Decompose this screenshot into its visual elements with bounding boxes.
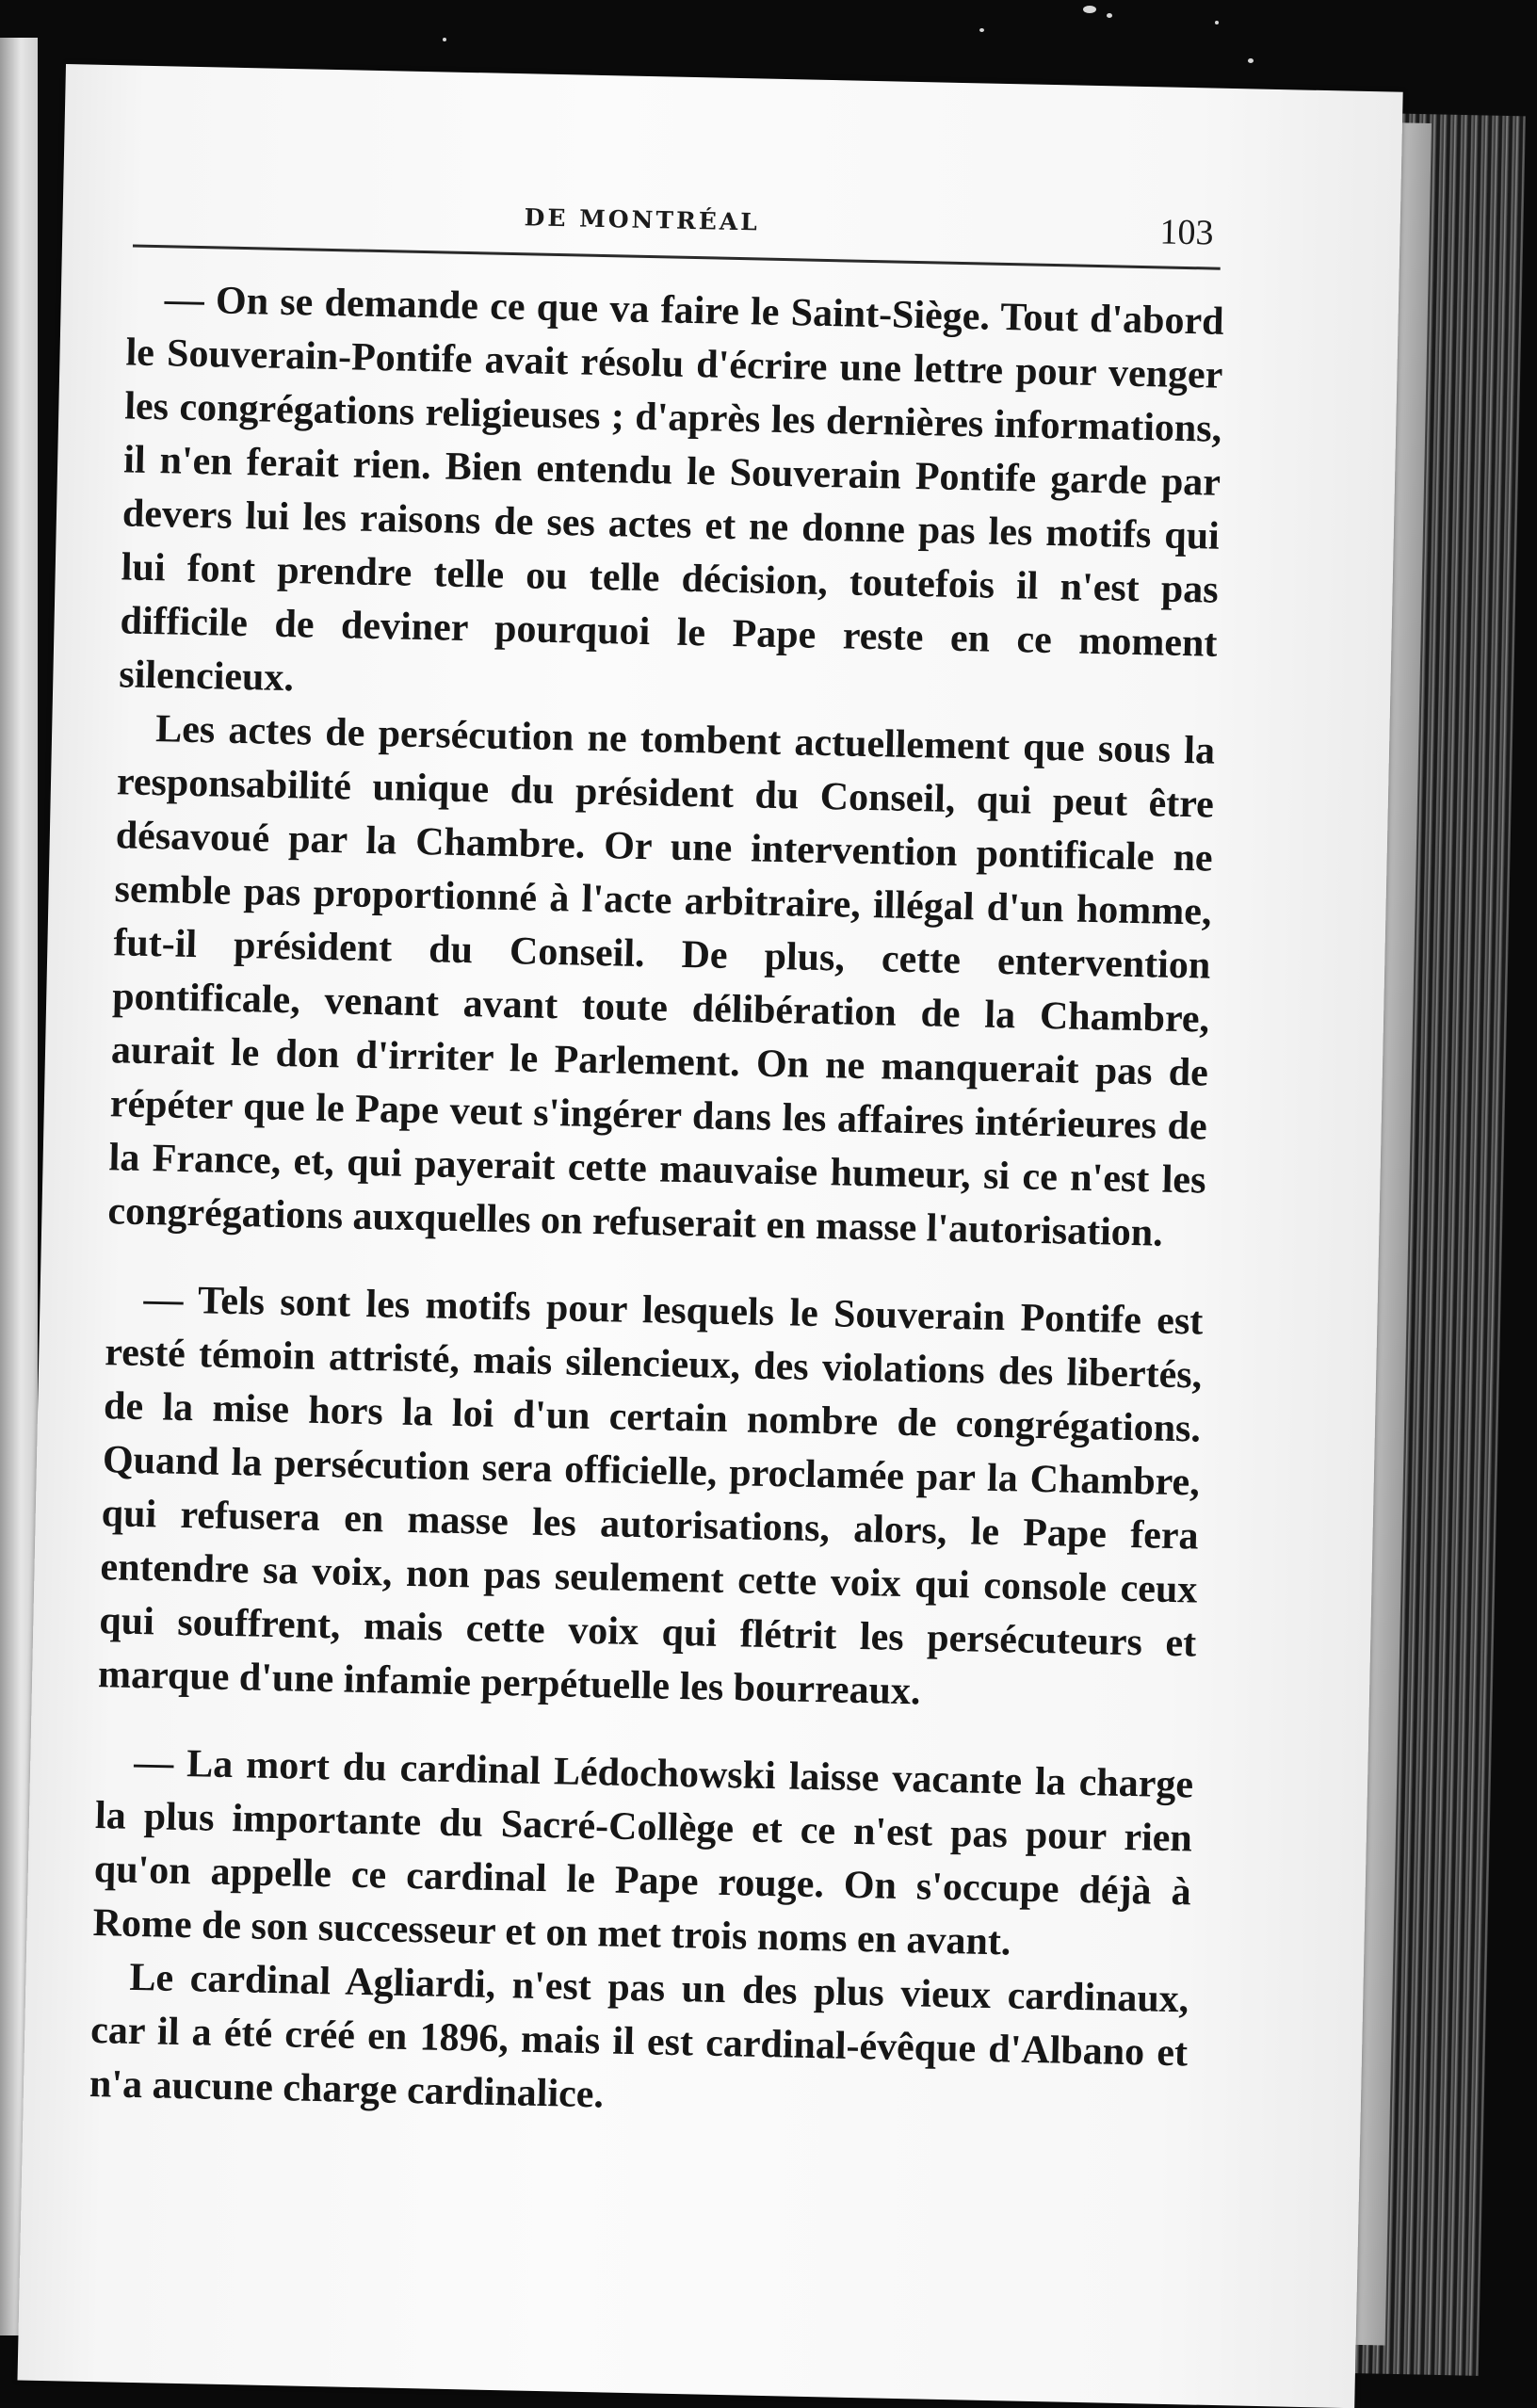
paragraph: — On se demande ce que va faire le Saint-Siège. Tout d'abord le Souverain-Pontife avait résolu d'écrire une lettre pour venger les congrégations religieuses ; d'après les dernières informations, il n'en ferait rien. Bien entendu le Souverain Pontife garde par devers lui les raisons de ses actes et ne donne pas les motifs qui lui font prendre telle ou telle décision, toutefois il n'est pas difficile de deviner pourquoi le Pape reste en ce moment silencieux. (118, 278, 1225, 701)
paragraph: — La mort du cardinal Lédochowski laisse vacante la charge la plus importante du Sacré-Collège et ce n'est pas pour rien qu'on appelle ce cardinal le Pape rouge. On s'occupe déjà à Rome de son successeur et on met trois noms en avant. (92, 1740, 1194, 1964)
dust-speck (1107, 13, 1112, 18)
body-text (89, 272, 1224, 2134)
paragraph: — Tels sont les motifs pour lesquels le Souverain Pontife est resté témoin attristé, mais silencieux, des violations des libertés, de la mise hors la loi d'un certain nombre de congrégations. Quand la persécution sera officielle, proclamée par la Chambre, qui refusera en masse les autorisations, alors, le Pape fera entendre sa voix, non pas seulement cette voix qui console ceux qui souffrent, mais cette voix qui flétrit les persécuteurs et marque d'une infamie perpétuelle les bourreaux. (97, 1278, 1204, 1714)
scanned-page (17, 64, 1402, 2408)
dust-speck (1083, 6, 1096, 13)
paragraph: Les actes de persécution ne tombent actuellement que sous la responsabilité unique du président du Conseil, qui peut être désavoué par la Chambre. Or une intervention pontificale ne semble pas proportionné à l'acte arbitraire, illégal d'un homme, fut-il président du Conseil. De plus, cette entervention pontificale, venant avant toute délibération de la Chambre, aurait le don d'irriter le Parlement. On ne manquerait pas de répéter que le Pape veut s'ingérer dans les affaires intérieures de la France, et, qui payerait cette mauvaise humeur, si ce n'est les congrégations auxquelles on refuserait en masse l'autorisation. (107, 707, 1216, 1255)
dust-speck (1248, 58, 1254, 63)
dust-speck (979, 28, 984, 32)
running-title: DE MONTRÉAL (524, 203, 761, 236)
running-head (62, 194, 1400, 279)
paragraph: Le cardinal Agliardi, n'est pas un des plus vieux cardinaux, car il a été créé en 1896, mais il est cardinal-évêque d'Albano et n'a aucune charge cardinalice. (89, 1955, 1189, 2117)
dust-speck (443, 38, 446, 41)
page-number: 103 (1159, 212, 1214, 253)
dust-speck (1215, 21, 1219, 24)
